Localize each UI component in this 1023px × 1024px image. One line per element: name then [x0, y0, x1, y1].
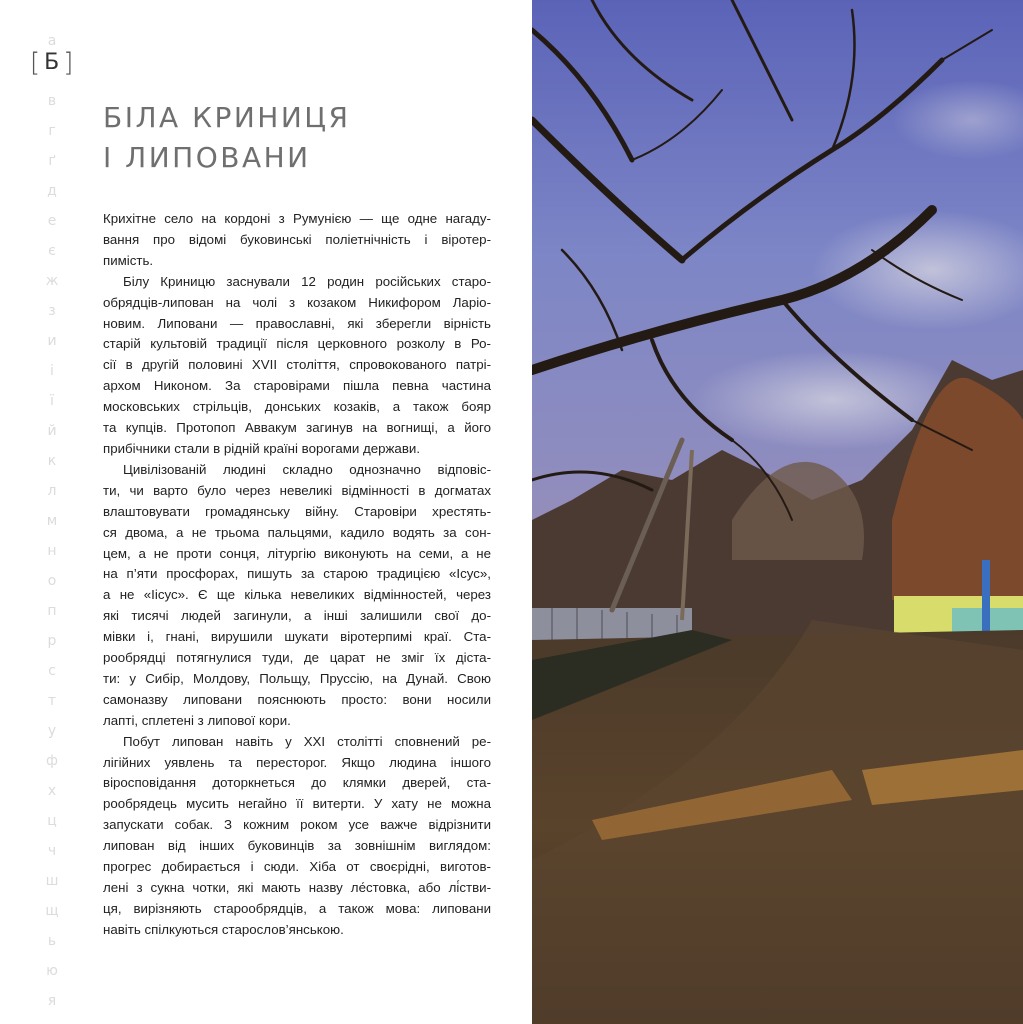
alphabet-letter: з [48, 303, 56, 319]
article-line: рообрядці потягнулися туди, де царат не зміг їх діста- [103, 650, 491, 666]
article-line: обрядців-липован на чолі з козаком Никифором Ларіо- [103, 294, 491, 310]
alphabet-letter: ж [45, 273, 59, 289]
article-line: Побут липован навіть у XXI столітті сповнений ре- [123, 733, 491, 749]
chapter-letter: Б [44, 50, 60, 75]
article-line: та купців. Протопоп Аввакум загинув на вогнищі, а його [103, 420, 491, 436]
article-line: липован від інших буковинців за зовнішнім виглядом: [103, 838, 491, 854]
alphabet-letter: о [47, 573, 57, 589]
alphabet-letter: к [47, 453, 57, 469]
article-paragraph [103, 209, 491, 272]
alphabet-letter: ч [47, 843, 57, 859]
alphabet-letter: а [47, 33, 57, 49]
alphabet-letter: щ [45, 903, 59, 919]
article-line: ти, чи варто було через невеликі відмінності в догматах [103, 482, 491, 498]
bracket-open: [ [30, 48, 41, 78]
article-line: а не «Іісус». Є ще кілька невеликих відмінностей, через [103, 587, 491, 603]
article-line: лігійних уявлень та пересторог. Якщо людина іншого [103, 754, 491, 770]
article-line: прибічники стали в рідній країні ворогами держави. [103, 440, 421, 456]
alphabet-letter: у [47, 723, 57, 739]
article-line: ти: у Сибір, Молдову, Польщу, Пруссію, на Дунай. Свою [103, 670, 491, 686]
article-paragraph [103, 272, 491, 460]
title-line-1: БІЛА КРИНИЦЯ [103, 101, 351, 134]
article-line: віросповідання доторкнеться до клямки дверей, ста- [103, 775, 491, 791]
article-line: новим. Липовани — православні, які зберегли вірність [103, 315, 491, 331]
alphabet-letter: в [47, 93, 57, 109]
alphabet-letter: є [48, 243, 56, 259]
alphabet-letter: х [47, 783, 57, 799]
article-line: ця, вирізняють старообрядців, а також мова: липовани [103, 900, 491, 916]
alphabet-letter: і [50, 363, 54, 379]
article-line: вання про відомі буковинські поліетнічність і віротер- [103, 231, 491, 247]
article-line: московських стрільців, донських козаків, а також бояр [103, 399, 491, 415]
alphabet-letter: й [47, 423, 57, 439]
article-line: влаштовувати громадянську війну. Старовіри хрестять- [103, 503, 491, 519]
article-line: Білу Криницю заснували 12 родин російських старо- [123, 273, 491, 289]
article-line: мівки і, гнані, вирушили шукати віротерпимі краї. Ста- [103, 629, 491, 645]
alphabet-letter: я [47, 993, 57, 1009]
alphabet-letter: д [47, 183, 57, 199]
alphabet-letter: ш [45, 873, 59, 889]
alphabet-letter: п [47, 603, 57, 619]
article-line: які тисячі людей загинули, а інші залишили свої до- [103, 608, 491, 624]
article-line: прогрес добирається і сюди. Хіба от своєрідні, виготов- [103, 859, 491, 875]
article-line: запускати собак. З кожним роком усе важче відрізнити [103, 817, 491, 833]
article-line: на п’яти просфорах, пишуть за старою традицією «Ісус», [103, 566, 491, 582]
alphabet-letter: ґ [48, 153, 56, 169]
alphabet-letter: ь [47, 933, 57, 949]
alphabet-letter: е [47, 213, 57, 229]
article-body [103, 209, 491, 941]
article-paragraph [103, 732, 491, 941]
article-line: Цивілізованій людині складно однозначно відповіс- [123, 461, 491, 477]
article-paragraph [103, 460, 491, 732]
article-line: Крихітне село на кордоні з Румунією — ще одне нагаду- [103, 211, 491, 226]
page-title [103, 98, 350, 178]
alphabet-letter: т [47, 693, 57, 709]
alphabet-letter: м [46, 513, 58, 529]
alphabet-letter: с [48, 663, 56, 679]
article-line: старій культовій традиції після церковного розколу в Ро- [103, 336, 491, 352]
article-line: цем, а не проти сонця, літургію виконують на семи, а не [103, 545, 491, 561]
article-line: навіть спілкуються старослов’янською. [103, 921, 344, 937]
alphabet-letter: р [47, 633, 57, 649]
alphabet-letter: ї [50, 393, 54, 409]
title-line-2: І ЛИПОВАНИ [103, 141, 311, 174]
alphabet-letter: л [47, 483, 57, 499]
alphabet-index [44, 26, 60, 1016]
article-line: лапті, сплетені з липової кори. [103, 712, 291, 728]
article-line: сії в другій половині XVII століття, спровокованого патрі- [103, 357, 491, 373]
bracket-close: ] [63, 48, 74, 78]
article-line: архом Никоном. За старовірами пішла певна частина [103, 378, 491, 394]
alphabet-letter: ц [47, 813, 57, 829]
village-road-photo [532, 0, 1023, 1024]
alphabet-letter: и [47, 333, 57, 349]
article-line: лені з сукна чотки, які мають назву ле́стовка, або лі́стви- [103, 880, 491, 895]
article-line: ся двома, а не трьома пальцями, кадило водять за сон- [103, 524, 491, 540]
alphabet-letter: г [48, 123, 56, 139]
article-line: пимість. [103, 252, 154, 268]
article-line: рообрядець мусить негайно її витерти. У хату не можна [103, 796, 491, 812]
alphabet-letter: н [47, 543, 57, 559]
article-line: самоназву липовани пояснюють просто: вони носили [103, 691, 491, 707]
alphabet-letter: ю [46, 963, 58, 979]
alphabet-letter: ф [46, 753, 58, 769]
